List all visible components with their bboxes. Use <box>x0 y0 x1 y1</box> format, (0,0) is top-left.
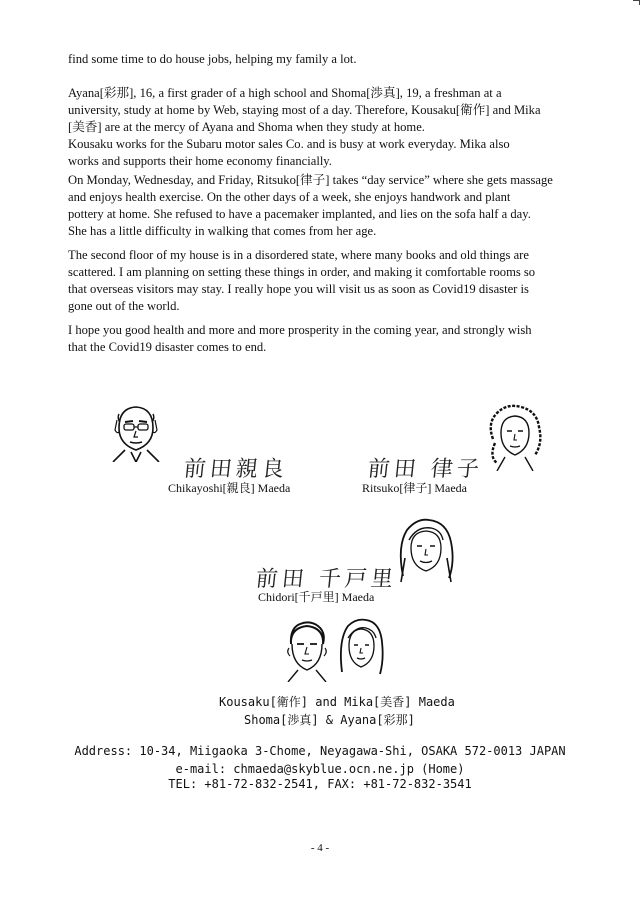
text-line: find some time to do house jobs, helping my family a lot. <box>68 52 357 66</box>
text-line: I hope you good health and more and more prosperity in the coming year, and strongly wish <box>68 323 532 337</box>
text-line: She has a little difficulty in walking that comes from her age. <box>68 224 377 238</box>
portrait-ritsuko <box>483 403 547 471</box>
text-line: The second floor of my house is in a disordered state, where many books and old things are <box>68 248 529 262</box>
portrait-kousaku <box>282 620 332 682</box>
portrait-mika <box>336 616 386 682</box>
text-line: that overseas visitors may stay. I really hope you will visit us as soon as Covid19 disaster is <box>68 282 529 296</box>
paragraph-4 <box>68 247 590 315</box>
text-line: works and supports their home economy financially. <box>68 154 332 168</box>
name-label-ritsuko: Ritsuko[律子] Maeda <box>362 481 467 495</box>
text-line: [美香] are at the mercy of Ayana and Shoma when they study at home. <box>68 120 425 134</box>
contact-email: e-mail: chmaeda@skyblue.ocn.ne.jp (Home) <box>175 762 465 776</box>
text-line: Kousaku works for the Subaru motor sales Co. and is busy at work everyday. Mika also <box>68 137 510 151</box>
name-label-chikayoshi: Chikayoshi[親良] Maeda <box>168 481 291 495</box>
paragraph-5 <box>68 322 590 356</box>
text-line: pottery at home. She refused to have a pacemaker implanted, and lies on the sofa half a day. <box>68 207 531 221</box>
family-names-line-1: Kousaku[衛作] and Mika[美香] Maeda <box>219 695 455 709</box>
portrait-chidori <box>395 516 457 586</box>
page-number: - 4 - <box>310 842 330 854</box>
signature-ritsuko: 前田 律子 <box>366 457 485 482</box>
signature-chikayoshi: 前田親良 <box>182 457 290 482</box>
signature-chidori: 前田 千戸里 <box>254 567 399 592</box>
text-line: that the Covid19 disaster comes to end. <box>68 340 267 354</box>
paragraph-3 <box>68 172 590 240</box>
corner-mark <box>633 0 640 5</box>
text-line: scattered. I am planning on setting these things in order, and making it comfortable rooms so <box>68 265 536 279</box>
family-names-line-2: Shoma[渉真] & Ayana[彩那] <box>244 713 415 727</box>
paragraph-2 <box>68 85 590 170</box>
text-line: Ayana[彩那], 16, a first grader of a high school and Shoma[渉真], 19, a freshman at a <box>68 86 502 100</box>
text-line: and enjoys health exercise. On the other days of a week, she enjoys handwork and plant <box>68 190 511 204</box>
contact-address: Address: 10-34, Miigaoka 3-Chome, Neyagawa-Shi, OSAKA 572-0013 JAPAN <box>74 744 566 758</box>
paragraph-1 <box>68 51 590 68</box>
name-label-chidori: Chidori[千戸里] Maeda <box>258 590 375 604</box>
portrait-chikayoshi <box>105 400 167 462</box>
text-line: On Monday, Wednesday, and Friday, Ritsuko[律子] takes “day service” where she gets massage <box>68 173 553 187</box>
contact-phone: TEL: +81-72-832-2541, FAX: +81-72-832-3541 <box>168 777 472 791</box>
text-line: gone out of the world. <box>68 299 180 313</box>
text-line: university, study at home by Web, staying most of a day. Therefore, Kousaku[衛作] and Mika <box>68 103 541 117</box>
